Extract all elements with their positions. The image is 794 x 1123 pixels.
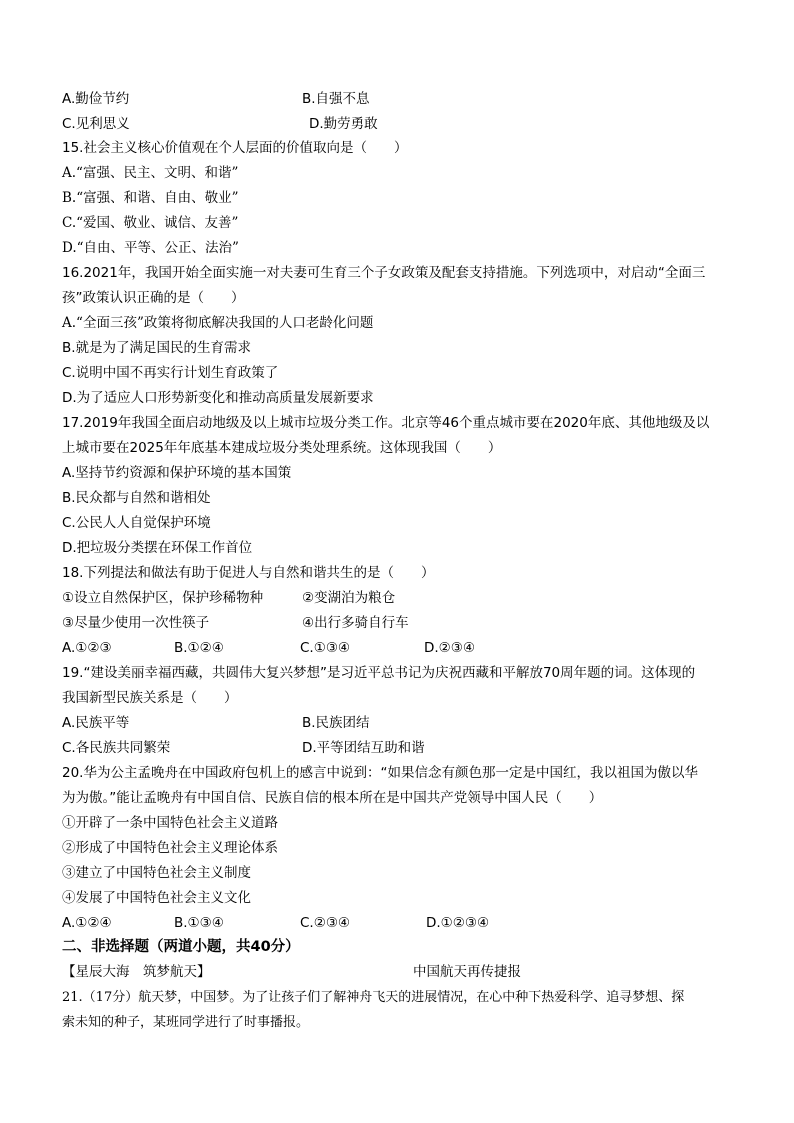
q14-option-c: C.见利思义	[62, 116, 130, 132]
q20-item-1: ①开辟了一条中国特色社会主义道路	[62, 815, 278, 831]
q20-option-a: A.①②④	[62, 915, 112, 931]
q15-stem: 15.社会主义核心价值观在个人层面的价值取向是（ ）	[62, 140, 408, 156]
q18-item-2: ②变湖泊为粮仓	[302, 590, 396, 606]
q18-option-a: A.①②③	[62, 640, 112, 656]
q20-item-4: ④发展了中国特色社会主义文化	[62, 890, 251, 906]
q21-line2: 索未知的种子，某班同学进行了时事播报。	[62, 1015, 310, 1030]
q19-option-a: A.民族平等	[62, 715, 130, 731]
q15-option-a: A.“富强、民主、文明、和谐”	[62, 165, 239, 181]
q14-option-d: D.勤劳勇敢	[309, 116, 378, 132]
section2-subtitle: 中国航天再传捷报	[413, 964, 521, 980]
q15-option-b: B.“富强、和谐、自由、敬业”	[62, 190, 239, 206]
q16-option-a: A.“全面三孩”政策将彻底解决我国的人口老龄化问题	[62, 315, 374, 331]
q18-item-3: ③尽量少使用一次性筷子	[62, 615, 210, 631]
q14-option-a: A.勤俭节约	[62, 91, 130, 107]
q20-option-c: C.②③④	[300, 915, 351, 931]
q16-option-c: C.说明中国不再实行计划生育政策了	[62, 365, 279, 381]
q16-stem-line1: 16.2021年，我国开始全面实施一对夫妻可生育三个子女政策及配套支持措施。下列选项中，对启动“全面三	[62, 265, 706, 281]
q20-option-d: D.①②③④	[426, 915, 490, 931]
q18-option-b: B.①②④	[174, 640, 224, 656]
q20-stem-line1: 20.华为公主孟晚舟在中国政府包机上的感言中说到：“如果信念有颜色那一定是中国红，我以祖国为傲以华	[62, 765, 698, 781]
q14-option-b: B.自强不息	[302, 91, 370, 107]
q18-item-1: ①设立自然保护区，保护珍稀物种	[62, 590, 264, 606]
q19-stem-line1: 19.“建设美丽幸福西藏，共圆伟大复兴梦想”是习近平总书记为庆祝西藏和平解放70周年题的词。这体现的	[62, 665, 696, 681]
q19-stem-line2: 我国新型民族关系是（ ）	[62, 690, 238, 706]
q18-option-c: C.①③④	[300, 640, 351, 656]
q20-stem-line2: 为为傲。”能让孟晚舟有中国自信、民族自信的根本所在是中国共产党领导中国人民（ ）	[62, 790, 603, 806]
q15-option-d: D.“自由、平等、公正、法治”	[62, 240, 239, 256]
q17-option-c: C.公民人人自觉保护环境	[62, 515, 211, 531]
q19-option-d: D.平等团结互助和谐	[302, 740, 425, 756]
q17-stem-line1: 17.2019年我国全面启动地级及以上城市垃圾分类工作。北京等46个重点城市要在2020年底、其他地级及以	[62, 415, 710, 431]
q20-option-b: B.①③④	[174, 915, 224, 931]
q15-option-c: C.“爱国、敬业、诚信、友善”	[62, 215, 239, 231]
q17-option-d: D.把垃圾分类摆在环保工作首位	[62, 540, 253, 556]
q18-item-4: ④出行多骑自行车	[302, 615, 409, 631]
q18-stem: 18.下列提法和做法有助于促进人与自然和谐共生的是（ ）	[62, 565, 435, 581]
q16-stem-line2: 孩”政策认识正确的是（ ）	[62, 290, 245, 306]
q17-stem-line2: 上城市要在2025年年底基本建成垃圾分类处理系统。这体现我国（ ）	[62, 440, 502, 456]
q21-line1: 21.（17分）航天梦，中国梦。为了让孩子们了解神舟飞天的进展情况，在心中种下热爱科学、追寻梦想、探	[62, 990, 685, 1005]
q19-option-c: C.各民族共同繁荣	[62, 740, 171, 756]
q20-item-2: ②形成了中国特色社会主义理论体系	[62, 840, 278, 856]
q16-option-b: B.就是为了满足国民的生育需求	[62, 340, 252, 356]
section2-theme: 【星辰大海 筑梦航天】	[62, 964, 211, 980]
q18-option-d: D.②③④	[424, 640, 475, 656]
q16-option-d: D.为了适应人口形势新变化和推动高质量发展新要求	[62, 390, 374, 406]
q17-option-b: B.民众都与自然和谐相处	[62, 490, 211, 506]
q20-item-3: ③建立了中国特色社会主义制度	[62, 865, 251, 881]
q17-option-a: A.坚持节约资源和保护环境的基本国策	[62, 465, 292, 481]
q19-option-b: B.民族团结	[302, 715, 370, 731]
section2-heading: 二、非选择题（两道小题，共40分）	[62, 939, 300, 955]
